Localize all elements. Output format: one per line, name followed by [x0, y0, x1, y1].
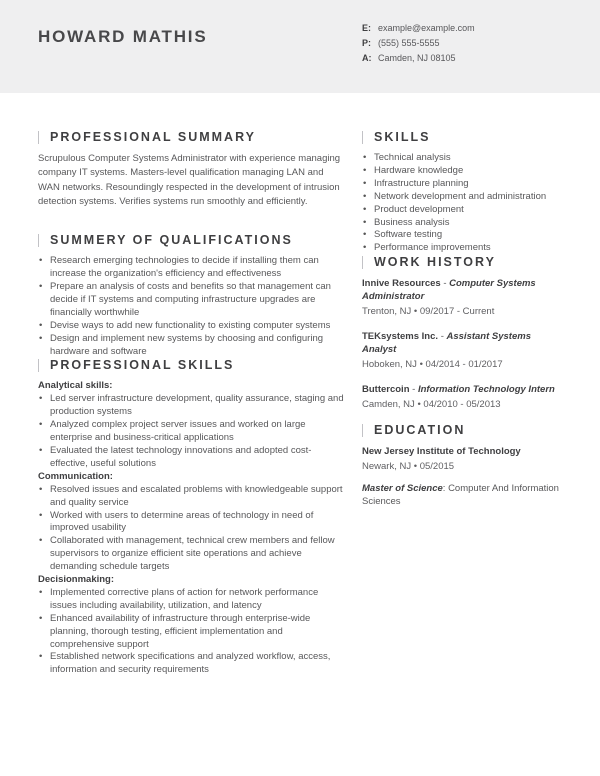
job-company: TEKsystems Inc. — [362, 331, 439, 343]
list-item: • Implemented corrective plans of action for network performance issues including availability, utilization, and latency — [38, 587, 345, 613]
job-title-line — [362, 277, 565, 303]
section-heading-work-history — [362, 255, 565, 269]
skill-group-title: Analytical skills: — [38, 380, 113, 392]
job-meta-line — [362, 305, 565, 318]
list-item: • Technical analysis — [362, 152, 565, 165]
job-title: Assistant Systems Analyst — [362, 331, 531, 356]
header-name-block — [38, 0, 345, 93]
job-title: Computer Systems Administrator — [362, 278, 536, 303]
education-entry — [362, 445, 565, 508]
job-location: Camden, NJ — [362, 399, 415, 411]
list-item: • Infrastructure planning — [362, 178, 565, 191]
separator-dash: - — [443, 278, 447, 290]
list-item: • Research emerging technologies to decide if installing them can increase the organization's efficiency and effectiveness — [38, 255, 345, 281]
section-title: SUMMERY OF QUALIFICATIONS — [50, 233, 293, 248]
section-title: PROFESSIONAL SKILLS — [50, 358, 235, 373]
section-title: WORK HISTORY — [374, 255, 496, 270]
right-column — [362, 130, 565, 677]
job-meta-line — [362, 358, 565, 371]
skills-list — [362, 152, 565, 255]
address-value: Camden, NJ 08105 — [378, 53, 456, 63]
skill-group-title: Decisionmaking: — [38, 574, 115, 586]
phone-value: (555) 555-5555 — [378, 38, 440, 48]
email-label: E: — [362, 23, 371, 33]
degree-name: Master of Science — [362, 483, 443, 495]
heading-divider — [362, 256, 363, 269]
separator-dot: • — [417, 399, 421, 411]
school-name: New Jersey Institute of Technology — [362, 446, 521, 458]
address-label: A: — [362, 53, 372, 63]
list-item: • Collaborated with management, technical crew members and fellow supervisors to organize efficient site operations and achieve demanding schedule targets — [38, 535, 345, 574]
list-item: • Design and implement new systems by choosing and configuring hardware and software — [38, 333, 345, 359]
professional-summary-text: Scrupulous Computer Systems Administrator with experience managing company IT systems. Masters-level qualification managing LAN and WAN networks. Resoundingly respected in the development of intrusion detection systems. Verifies systems run smoothly and efficiently. — [38, 153, 341, 207]
job-title-line — [362, 383, 565, 396]
section-title: PROFESSIONAL SUMMARY — [50, 130, 256, 144]
job-meta-line — [362, 398, 565, 411]
job-entry — [362, 383, 565, 411]
list-item: • Business analysis — [362, 217, 565, 230]
job-dates: 09/2017 - Current — [419, 306, 495, 318]
list-item: • Performance improvements — [362, 242, 565, 255]
separator-dot: • — [413, 461, 418, 473]
school-location: Newark, NJ — [362, 461, 412, 473]
education-school-line — [362, 445, 565, 458]
list-item: • Worked with users to determine areas of technology in need of improved usability — [38, 510, 345, 536]
list-item: • Software testing — [362, 229, 565, 242]
skill-group-list — [38, 393, 345, 470]
contact-block — [362, 0, 475, 93]
separator-dash: - — [440, 331, 444, 343]
list-item: • Led server infrastructure development, quality assurance, staging and production systems — [38, 393, 345, 419]
list-item: • Enhanced availability of infrastructure through enterprise-wide planning, thorough testing, efficient implementation and comprehensive support — [38, 613, 345, 652]
section-heading-skills — [362, 130, 565, 144]
separator-dash: - — [412, 384, 416, 396]
heading-divider — [38, 359, 39, 372]
left-column — [38, 130, 345, 677]
section-heading-qualifications — [38, 233, 345, 247]
contact-address-row — [362, 51, 475, 66]
skill-group-title: Communication: — [38, 470, 113, 482]
job-entry — [362, 277, 565, 318]
list-item: • Established network specifications and analyzed workflow, access, information and security requirements — [38, 651, 345, 677]
section-heading-education — [362, 423, 565, 437]
section-heading-professional-summary — [38, 130, 345, 144]
job-dates: 04/2010 - 05/2013 — [423, 399, 501, 411]
skill-group-communication — [38, 471, 345, 574]
skill-group-analytical — [38, 380, 345, 470]
section-heading-professional-skills — [38, 358, 345, 372]
skill-group-list — [38, 484, 345, 574]
contact-email-row — [362, 21, 475, 36]
list-item: • Devise ways to add new functionality to existing computer systems — [38, 320, 345, 333]
job-dates: 04/2014 - 01/2017 — [425, 359, 503, 371]
list-item: • Evaluated the latest technology innovations and adopted cost-effective, useful solutions — [38, 445, 345, 471]
candidate-name: HOWARD MATHIS — [38, 27, 208, 46]
contact-phone-row — [362, 36, 475, 51]
qualifications-list — [38, 255, 345, 358]
list-item: • Hardware knowledge — [362, 165, 565, 178]
job-entry — [362, 330, 565, 371]
list-item: • Prepare an analysis of costs and benefits so that management can decide if IT systems and computing infrastructure upgrades are financially worthwhile — [38, 281, 345, 320]
list-item: • Network development and administration — [362, 191, 565, 204]
header — [0, 0, 600, 93]
email-value: example@example.com — [378, 23, 475, 33]
education-meta-line — [362, 460, 565, 473]
separator-dot: • — [413, 306, 418, 318]
education-degree-line — [362, 482, 565, 508]
job-location: Trenton, NJ — [362, 306, 412, 318]
list-item: • Analyzed complex project server issues and worked on large enterprise and business-critical applications — [38, 419, 345, 445]
heading-divider — [38, 234, 39, 247]
list-item: • Resolved issues and escalated problems with knowledgeable support and quality service — [38, 484, 345, 510]
separator-dot: • — [419, 359, 423, 371]
section-title: EDUCATION — [374, 423, 466, 438]
job-company: Buttercoin — [362, 384, 410, 396]
job-company: Innive Resources — [362, 278, 441, 290]
heading-divider — [362, 424, 363, 437]
skill-group-list — [38, 587, 345, 677]
job-title-line — [362, 330, 565, 356]
job-location: Hoboken, NJ — [362, 359, 417, 371]
heading-divider — [362, 131, 363, 144]
section-title: SKILLS — [374, 130, 431, 144]
list-item: • Product development — [362, 204, 565, 217]
resume-body — [0, 93, 600, 677]
skill-group-decisionmaking — [38, 574, 345, 677]
job-title: Information Technology Intern — [417, 384, 555, 396]
phone-label: P: — [362, 38, 371, 48]
degree-field: : Computer And Information Sciences — [362, 483, 559, 508]
graduation-date: 05/2015 — [419, 461, 455, 473]
heading-divider — [38, 131, 39, 144]
